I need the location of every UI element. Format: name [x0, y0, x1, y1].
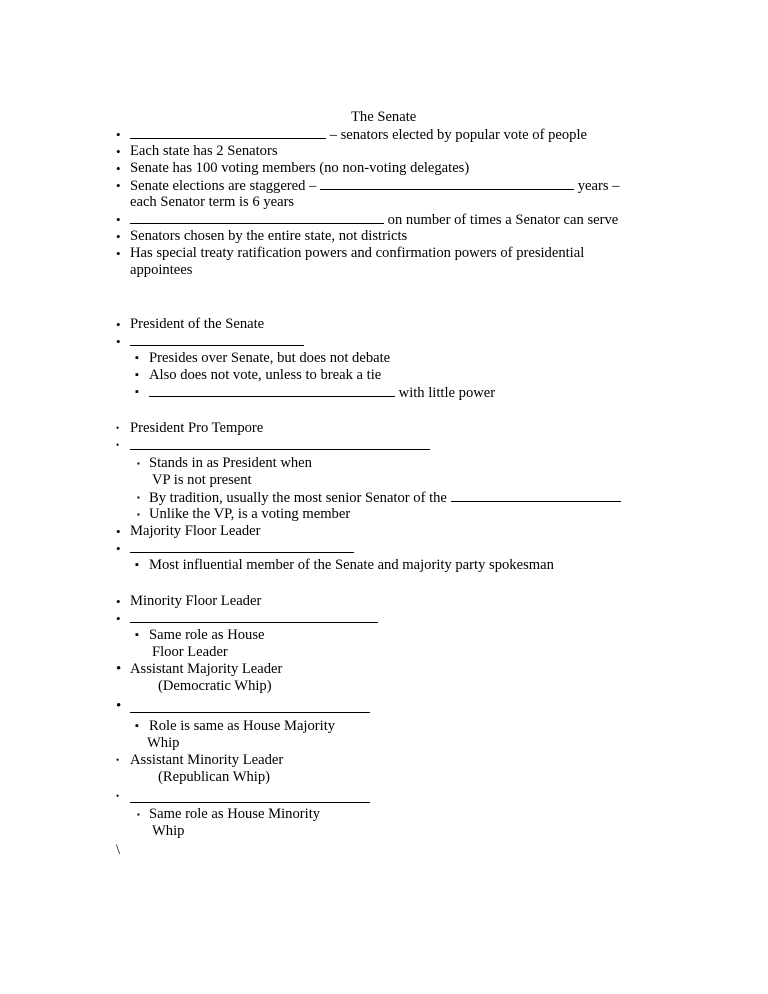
bullet: •	[116, 334, 121, 349]
heading-majority-leader: Majority Floor Leader	[130, 523, 261, 539]
text: with little power	[398, 385, 496, 401]
bullet: •	[116, 698, 122, 714]
line-term: each Senator term is 6 years	[130, 194, 295, 210]
square-bullet: ▪	[135, 369, 139, 381]
page-title: The Senate	[351, 109, 417, 125]
heading-asst-majority: Assistant Majority Leader	[130, 661, 283, 677]
pro-tempore-sub3: Unlike the VP, is a voting member	[149, 506, 351, 522]
bullet: •	[116, 611, 121, 626]
heading-asst-minority: Assistant Minority Leader	[130, 752, 284, 768]
fill-blank	[130, 790, 370, 803]
square-bullet: ▪	[135, 629, 139, 641]
line-100-members: Senate has 100 voting members (no non-voting delegates)	[130, 160, 470, 176]
small-bullet: ▪	[137, 459, 140, 468]
president-sub1: Presides over Senate, but does not debate	[149, 350, 391, 366]
bullet: •	[116, 144, 121, 159]
asst-majority-sub1a: Role is same as House Majority	[149, 718, 336, 734]
bullet: •	[116, 127, 121, 142]
bullet: •	[116, 440, 120, 450]
line-term-limit	[130, 211, 618, 229]
fill-blank	[130, 333, 304, 346]
bullet: •	[116, 755, 120, 765]
line-staggered	[130, 177, 619, 195]
majority-sub1: Most influential member of the Senate and majority party spokesman	[149, 557, 554, 573]
fill-blank	[130, 540, 354, 553]
heading-pro-tempore: President Pro Tempore	[130, 420, 264, 436]
asst-minority-sub1a: Same role as House Minority	[149, 806, 321, 822]
line-two-senators: Each state has 2 Senators	[130, 143, 278, 159]
text: on number of times a Senator can serve	[387, 212, 619, 228]
asst-minority-sub1b: Whip	[152, 823, 185, 839]
fill-blank	[130, 126, 326, 139]
heading-minority-leader: Minority Floor Leader	[130, 593, 262, 609]
bullet: •	[116, 178, 121, 193]
text: years –	[577, 178, 620, 194]
asst-minority-whip: (Republican Whip)	[158, 769, 270, 785]
line-treaty-powers: Has special treaty ratification powers and confirmation powers of presidential	[130, 245, 585, 261]
bullet: •	[116, 791, 120, 801]
square-bullet: ▪	[135, 386, 139, 398]
asst-majority-whip: (Democratic Whip)	[158, 678, 272, 694]
fill-blank	[451, 489, 621, 502]
president-sub2: Also does not vote, unless to break a tie	[149, 367, 382, 383]
bullet: •	[116, 594, 121, 609]
bullet: •	[116, 423, 120, 433]
bullet: •	[116, 524, 121, 539]
text: Senate elections are staggered –	[130, 178, 317, 194]
minority-sub1b: Floor Leader	[152, 644, 228, 660]
asst-majority-sub1b: Whip	[147, 735, 180, 751]
bullet: •	[116, 161, 121, 176]
fill-blank	[130, 700, 370, 713]
small-bullet: ▪	[137, 810, 140, 819]
fill-blank	[130, 437, 430, 450]
fill-blank	[320, 177, 574, 190]
bullet: •	[116, 229, 121, 244]
text: – senators elected by popular vote of people	[329, 127, 587, 143]
fill-blank	[130, 610, 378, 623]
pro-tempore-sub1b: VP is not present	[152, 472, 252, 488]
pro-tempore-sub2	[149, 489, 621, 507]
pro-tempore-sub1a: Stands in as President when	[149, 455, 312, 471]
line-appointees: appointees	[130, 262, 193, 278]
square-bullet: ▪	[135, 352, 139, 364]
square-bullet: ▪	[135, 559, 139, 571]
line-direct-election	[130, 126, 587, 144]
text: By tradition, usually the most senior Senator of the	[149, 490, 447, 506]
bullet: •	[116, 317, 121, 332]
small-bullet: ▪	[137, 493, 140, 502]
president-sub3	[149, 384, 495, 402]
small-bullet: ▪	[137, 510, 140, 519]
heading-president: President of the Senate	[130, 316, 265, 332]
fill-blank	[130, 211, 384, 224]
fill-blank	[149, 384, 395, 397]
bullet: •	[116, 541, 121, 556]
bullet: •	[116, 212, 121, 227]
stray-backslash: \	[116, 842, 121, 858]
bullet: •	[116, 246, 121, 261]
square-bullet: ▪	[135, 720, 139, 732]
line-entire-state: Senators chosen by the entire state, not districts	[130, 228, 408, 244]
bullet: •	[116, 661, 122, 677]
minority-sub1a: Same role as House	[149, 627, 265, 643]
